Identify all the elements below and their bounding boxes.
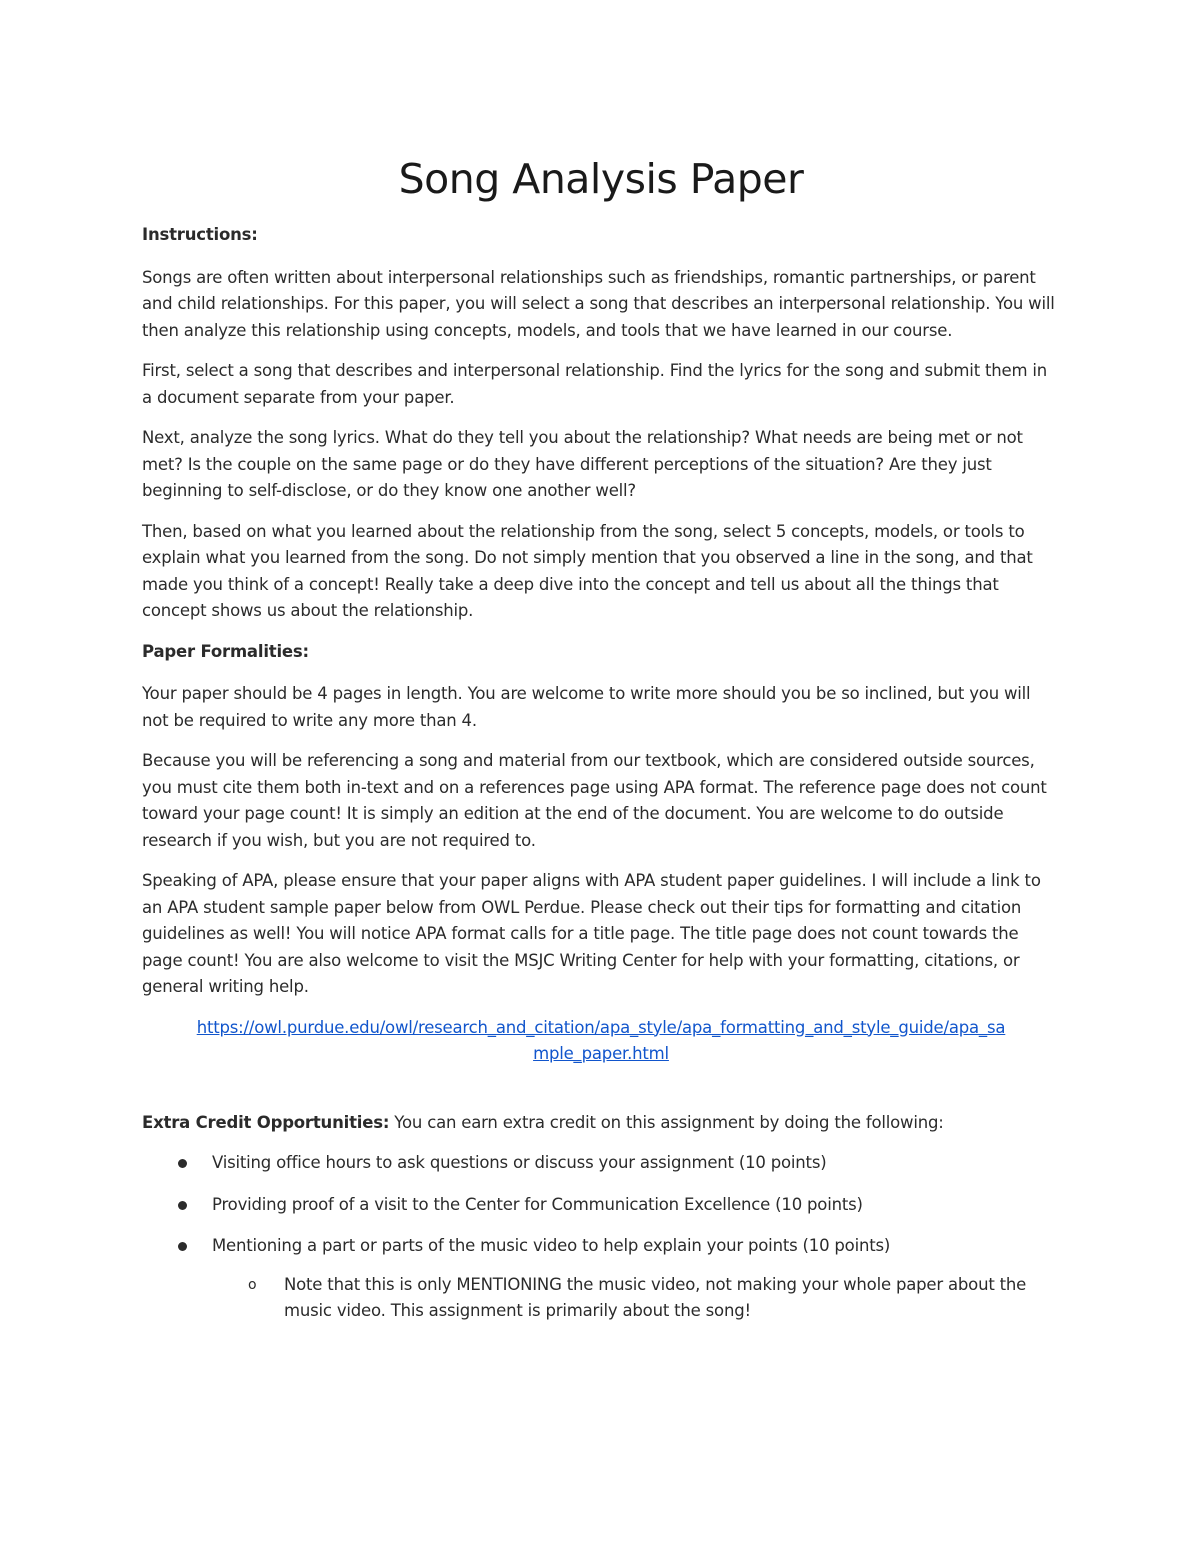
page-title: Song Analysis Paper	[398, 155, 804, 203]
instructions-paragraph-1: Songs are often written about interpersonal relationships such as friendships, romantic partnerships, or parent and child relationships. For this paper, you will select a song that describes an interpersonal relationship. You will then analyze this relationship using concepts, models, and tools that we have learned in our course.	[142, 267, 1055, 340]
list-item	[142, 1192, 1060, 1219]
list-item-text: Providing proof of a visit to the Center for Communication Excellence (10 points)	[212, 1194, 863, 1214]
instructions-paragraph-4: Then, based on what you learned about the relationship from the song, select 5 concepts, models, or tools to explain what you learned from the song. Do not simply mention that you observed a line in the song, and that made you think of a concept! Really take a deep dive into the concept and tell us about all the things that concept shows us about the relationship.	[142, 521, 1033, 620]
formalities-paragraph-2: Because you will be referencing a song and material from our textbook, which are considered outside sources, you must cite them both in-text and on a references page using APA format. The reference page does not count toward your page count! It is simply an edition at the end of the document. You are welcome to do outside research if you wish, but you are not required to.	[142, 751, 1047, 850]
bullet-icon	[178, 1159, 187, 1168]
list-item	[142, 1233, 1060, 1325]
list-item-text: Visiting office hours to ask questions or discuss your assignment (10 points)	[212, 1153, 827, 1172]
apa-sample-link[interactable]	[197, 1018, 1006, 1064]
sub-list-item	[212, 1272, 1060, 1325]
document-content	[142, 150, 1060, 1340]
apa-sample-link-line-1: https://owl.purdue.edu/owl/research_and_citation/apa_style/apa_formatting_and_style_guide/apa_sa	[196, 1017, 1006, 1037]
bullet-icon	[178, 1201, 187, 1210]
extra-credit-list	[142, 1150, 1060, 1325]
sub-list	[212, 1272, 1060, 1325]
formalities-paragraph-3: Speaking of APA, please ensure that your paper aligns with APA student paper guidelines. I will include a link to an APA student sample paper below from OWL Perdue. Please check out their tips for formatting and citation guidelines as well! You will notice APA format calls for a title page. The title page does not count towards the page count! You are also welcome to visit the MSJC Writing Center for help with your formatting, citations, or general writing help.	[142, 871, 1041, 996]
instructions-paragraph-2: First, select a song that describes and interpersonal relationship. Find the lyrics for the song and submit them in a document separate from your paper.	[142, 361, 1048, 407]
apa-sample-link-line-2: mple_paper.html	[533, 1044, 669, 1063]
extra-credit-intro: You can earn extra credit on this assignment by doing the following:	[389, 1112, 944, 1132]
extra-credit-heading: Extra Credit Opportunities:	[142, 1112, 390, 1132]
circle-bullet-icon: o	[248, 1276, 257, 1293]
formalities-paragraph-1: Your paper should be 4 pages in length. You are welcome to write more should you be so inclined, but you will not be required to write any more than 4.	[142, 684, 1031, 730]
formalities-heading: Paper Formalities:	[142, 641, 309, 661]
instructions-paragraph-3: Next, analyze the song lyrics. What do they tell you about the relationship? What needs are being met or not met? Is the couple on the same page or do they have different perceptions of the situation? Are they just beginning to self-disclose, or do they know one another well?	[142, 428, 1023, 500]
list-item-text: Mentioning a part or parts of the music video to help explain your points (10 points)	[212, 1236, 891, 1255]
extra-credit-paragraph	[142, 1110, 1060, 1137]
sub-list-item-text: Note that this is only MENTIONING the music video, not making your whole paper about the music video. This assignment is primarily about the song!	[284, 1274, 1027, 1320]
bullet-icon	[178, 1242, 187, 1251]
instructions-heading: Instructions:	[142, 225, 258, 244]
apa-sample-link-block	[142, 1015, 1060, 1068]
list-item	[142, 1150, 1060, 1177]
